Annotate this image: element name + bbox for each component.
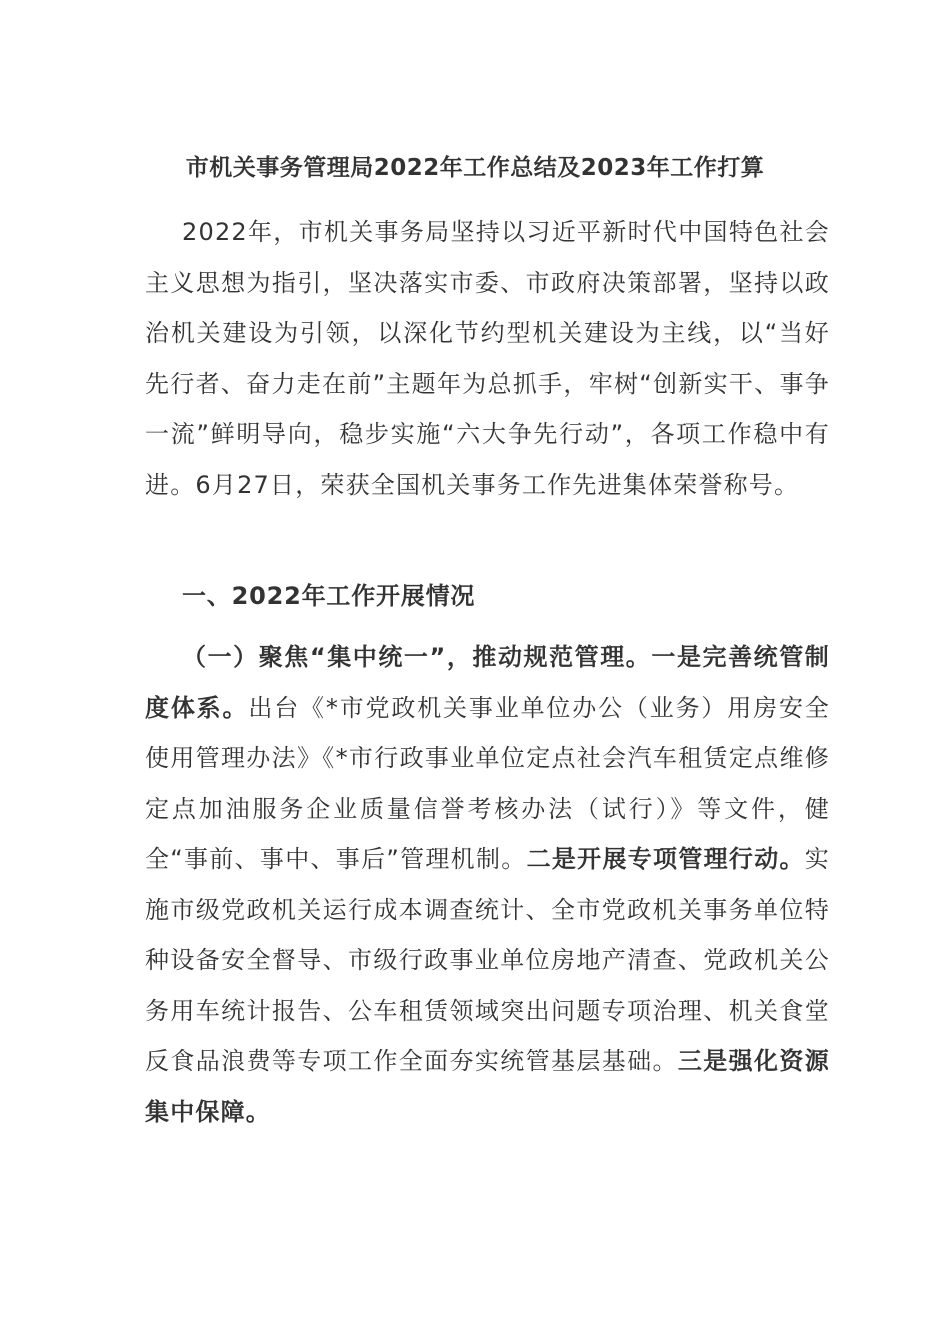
section-subheading: （一）聚焦“集中统一”，推动规范管理。一是完善统管制度体系。 (145, 643, 830, 722)
section-paragraph (145, 632, 830, 1137)
intro-paragraph: 2022年，市机关事务局坚持以习近平新时代中国特色社会主义思想为指引，坚决落实市委、市政府决策部署，坚持以政治机关建设为引领，以深化节约型机关建设为主线，以“当好先行者、奋力走在前”主题年为总抓手，牢树“创新实干、事争一流”鲜明导向，稳步实施“六大争先行动”，各项工作稳中有进。6月27日，荣获全国机关事务工作先进集体荣誉称号。 (145, 218, 830, 499)
paragraph-text: 出台《*市党政机关事业单位办公（业务）用房安全使用管理办法》《*市行政事业单位定点社会汽车租赁定点维修定点加油服务企业质量信誉考核办法（试行）》等文件，健全“事前、事中、事后”管理机制。 (145, 693, 830, 873)
section-heading: 一、2022年工作开展情况 (182, 582, 476, 610)
document-title: 市机关事务管理局2022年工作总结及2023年工作打算 (185, 155, 765, 181)
emphasis-text: 三是强化资源集中保障。 (145, 1047, 831, 1126)
emphasis-text: 二是开展专项管理行动。 (526, 845, 805, 873)
paragraph-text: 实施市级党政机关运行成本调查统计、全市党政机关事务单位特种设备安全督导、市级行政事业单位房地产清查、党政机关公务用车统计报告、公车租赁领域突出问题专项治理、机关食堂反食品浪费等专项工作全面夯实统管基层基础。 (145, 845, 830, 1075)
